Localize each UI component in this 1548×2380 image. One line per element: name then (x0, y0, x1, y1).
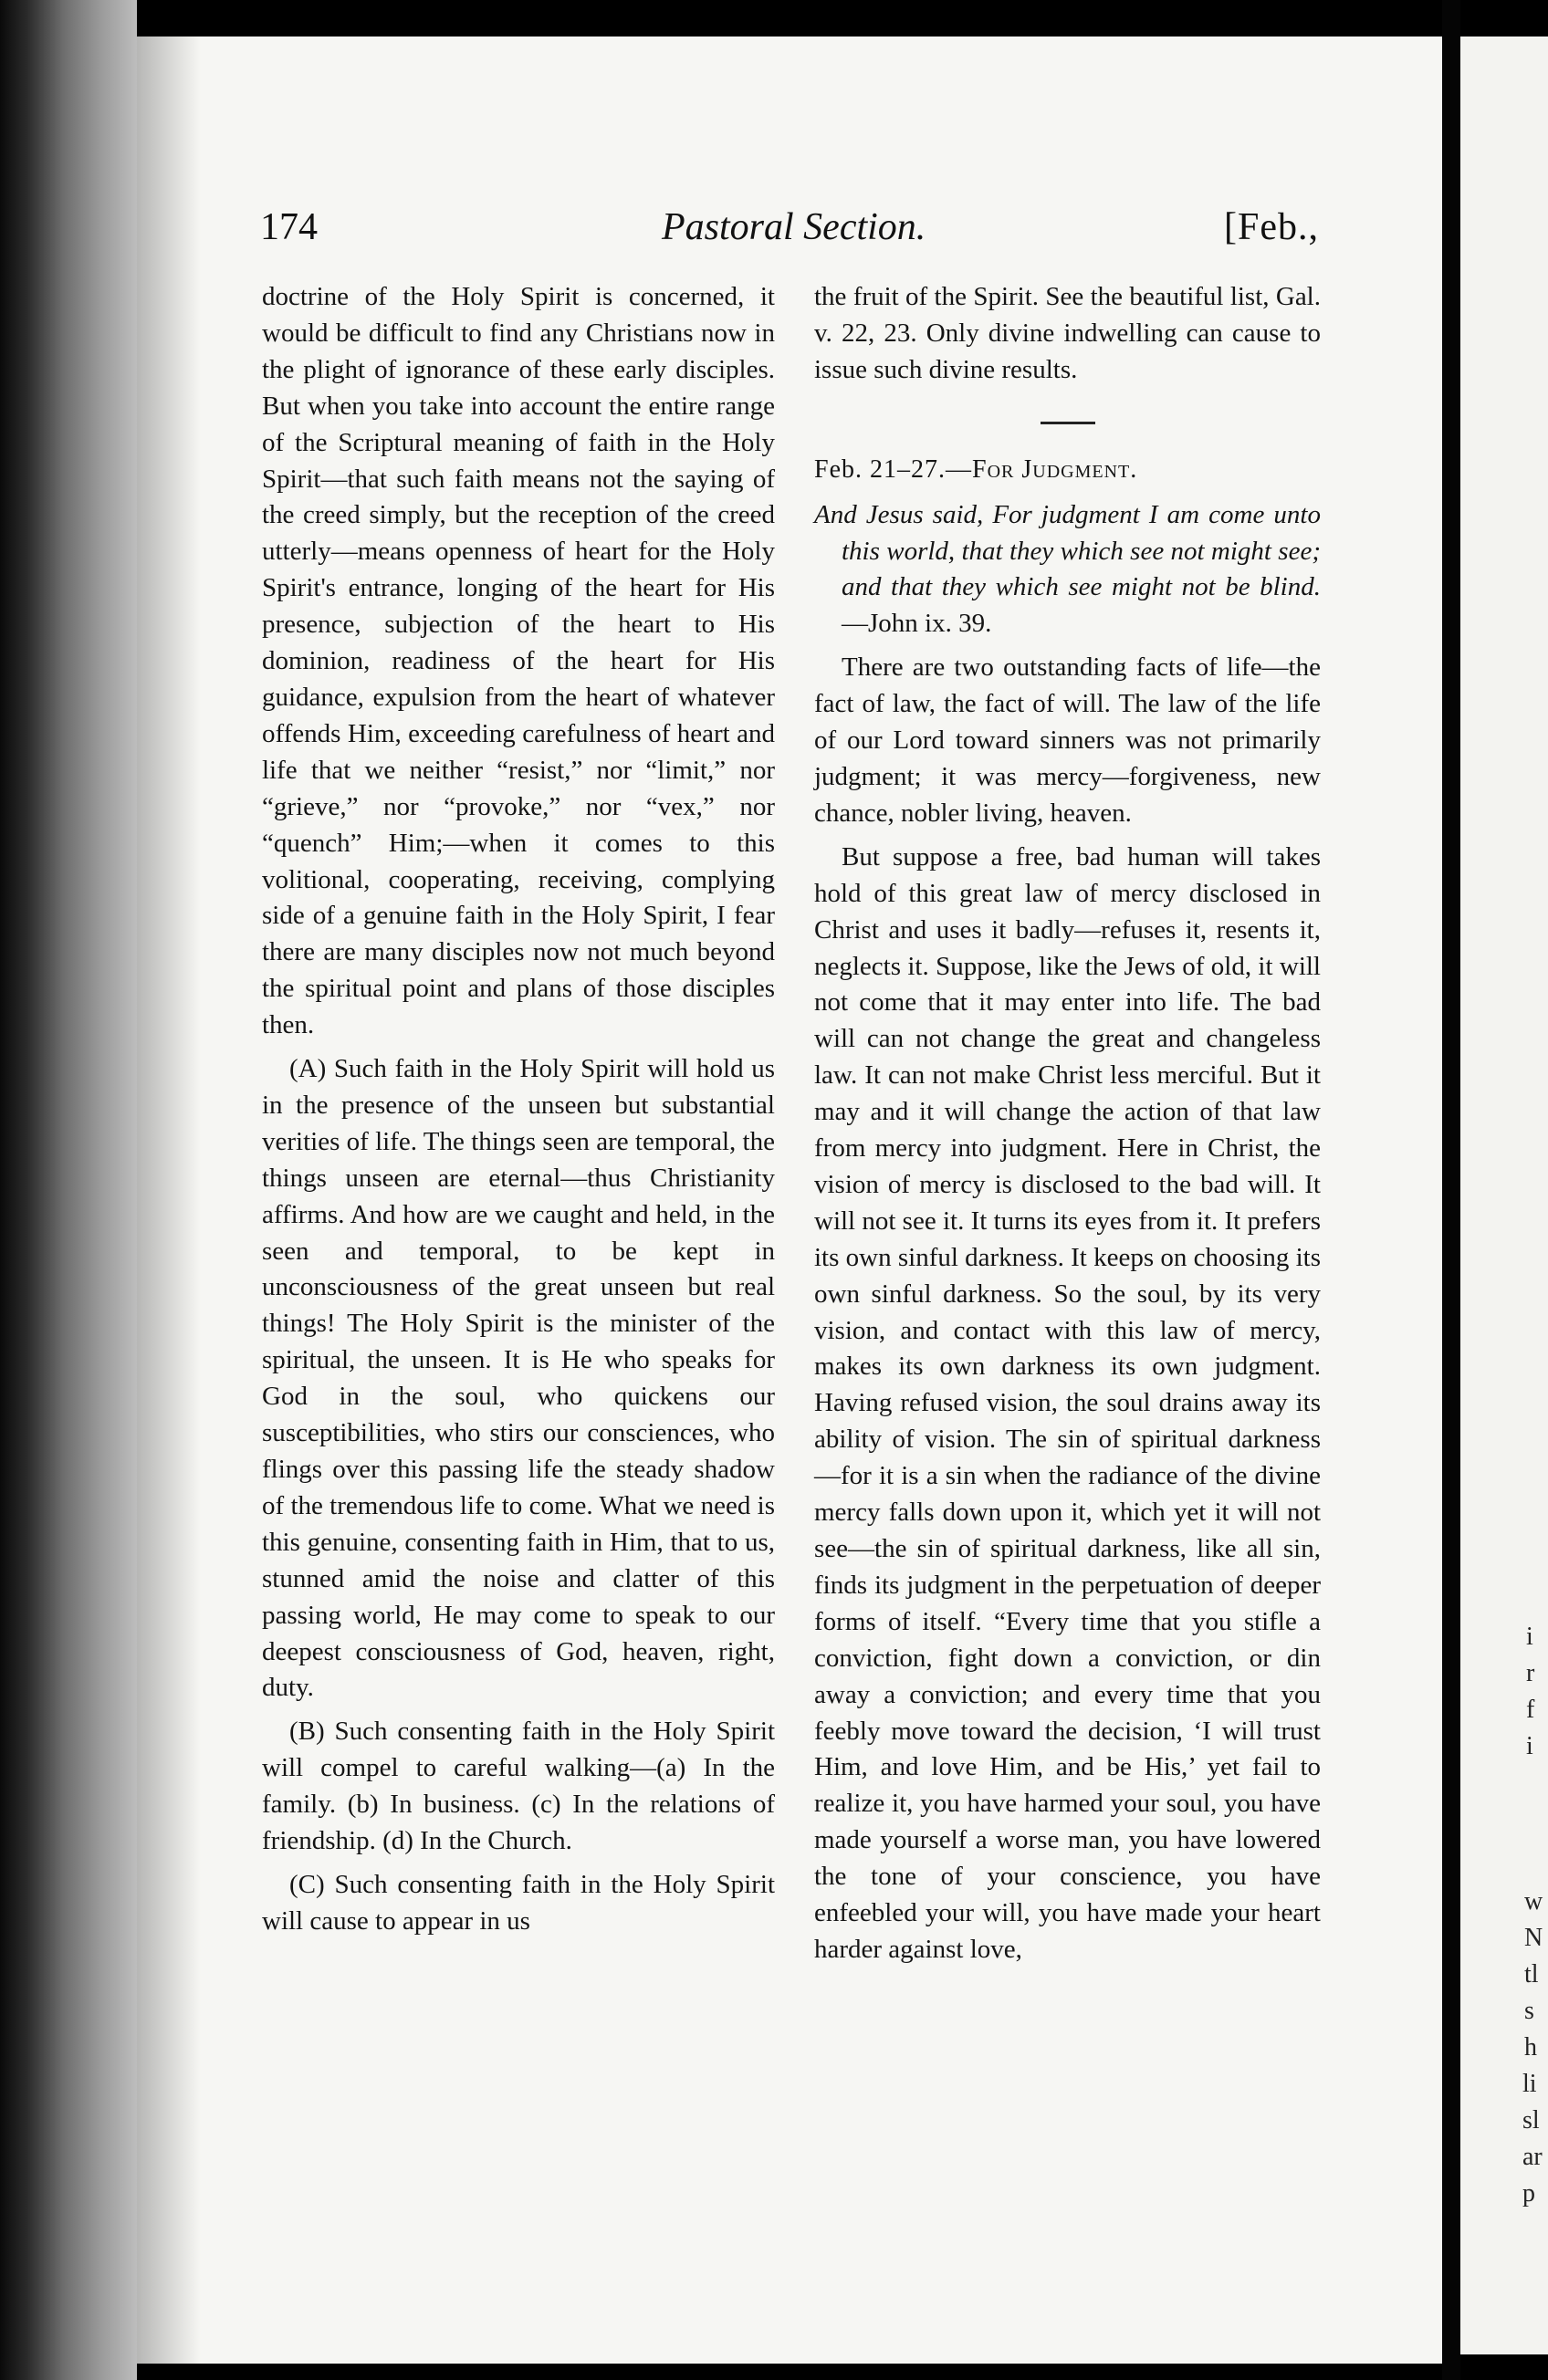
paragraph: (A) Such faith in the Holy Spirit will hold us in the presence of the unseen but substantial verities of life. The things seen are temporal, the things unseen are eternal—thus Christianity affirms. And how are we caught and held, in the seen and temporal, to be kept in unconsciousness of the great unseen but real things! The Holy Spirit is the minister of the spiritual, the unseen. It is He who speaks for God in the soul, who quickens our susceptibilities, who stirs our consciences, who flings over this passing life the steady shadow of the tremendous life to come. What we need is this genuine, consenting faith in Him, that to us, stunned amid the noise and clatter of this passing world, He may come to speak to our deepest consciousness of God, heaven, right, duty. (262, 1054, 775, 1703)
next-page-fragment: ar (1522, 2143, 1543, 2171)
next-page-fragment: i (1526, 1732, 1533, 1760)
running-header (260, 205, 1319, 260)
right-column (814, 279, 1321, 1968)
next-page-fragment: li (1522, 2070, 1537, 2098)
scripture-reference: —John ix. 39. (842, 609, 992, 639)
section-divider (1041, 422, 1095, 424)
heading-date: Feb. 21–27.— (814, 454, 972, 484)
header-month: [Feb., (1224, 206, 1319, 248)
paragraph: doctrine of the Holy Spirit is concerned, it would be difficult to find any Christians now in the plight of ignorance of these early disciples. But when you take into account the entire range of the Scriptural meaning of faith in the Holy Spirit—that such faith means not the saying of the creed simply, but the reception of the creed utterly—means openness of heart for the Holy Spirit's entrance, longing of the heart for His presence, subjection of the heart to His dominion, readiness of the heart for His guidance, expulsion from the heart of whatever offends Him, exceeding carefulness of heart and life that we neither “resist,” nor “limit,” nor “grieve,” nor “provoke,” nor “vex,” nor “quench” Him;—when it comes to this volitional, cooperating, receiving, complying side of a genuine faith in the Holy Spirit, I fear there are many disciples now not much beyond the spiritual point and plans of those disciples then. (262, 282, 775, 1040)
next-page-fragment: i (1526, 1623, 1533, 1651)
paragraph: (C) Such consenting faith in the Holy Spirit will cause to appear in us (262, 1869, 775, 1936)
running-title: Pastoral Section. (662, 206, 926, 248)
next-page-fragment: p (1522, 2179, 1535, 2208)
adjacent-page-edge (1460, 37, 1548, 2354)
page-gutter (1442, 0, 1460, 2380)
section-heading (814, 452, 1321, 488)
paragraph: But suppose a free, bad human will takes hold of this great law of mercy disclosed in Christ and uses it badly—refuses it, resents it, neglects it. Suppose, like the Jews of old, it will not come that it may enter into life. The bad will can not change the great and changeless law. It can not make Christ less merciful. But it may and it will change the action of that law from mercy into judgment. Here in Christ, the vision of mercy is disclosed to the bad will. It will not see it. It turns its eyes from it. It prefers its own sinful darkness. It keeps on choosing its own sinful darkness. So the soul, by its very vision, and contact with this law of mercy, makes its own darkness its own judgment. Having refused vision, the soul drains away its ability of vision. The sin of spiritual darkness—for it is a sin when the radiance of the divine mercy falls down upon it, which yet it will not see—the sin of spiritual darkness, like all sin, finds its judgment in the perpetuation of deeper forms of itself. “Every time that you stifle a conviction, fight down a conviction, or din away a conviction; and every time that you feebly move toward the decision, ‘I will trust Him, and love Him, and be His,’ yet fail to realize it, you have harmed your soul, you have made yourself a worse man, you have lowered the tone of your conscience, you have enfeebled your will, you have made your heart harder against love, (814, 841, 1321, 1964)
left-column (262, 279, 775, 1940)
next-page-fragment: w (1524, 1887, 1543, 1915)
next-page-fragment: f (1526, 1696, 1535, 1724)
paragraph: the fruit of the Spirit. See the beautiful list, Gal. v. 22, 23. Only divine indwelling can cause to issue such divine results. (814, 282, 1321, 384)
next-page-fragment: N (1524, 1924, 1543, 1952)
next-page-fragment: sl (1522, 2106, 1540, 2135)
book-edge-shadow (0, 0, 137, 2380)
paragraph: There are two outstanding facts of life—the fact of law, the fact of will. The law of the life of our Lord toward sinners was not primarily judgment; it was mercy—forgiveness, new chance, nobler living, heaven. (814, 652, 1321, 828)
page-binding-shadow (137, 37, 201, 2364)
scripture-quote (814, 497, 1321, 643)
scripture-text: And Jesus said, For judgment I am come unto this world, that they which see not might see; and that they which see might not be blind. (814, 499, 1321, 602)
heading-topic: For Judgment. (972, 454, 1138, 484)
page-number: 174 (260, 206, 318, 248)
paragraph: (B) Such consenting faith in the Holy Spirit will compel to careful walking—(a) In the family. (b) In business. (c) In the relations of friendship. (d) In the Church. (262, 1717, 775, 1856)
next-page-fragment: r (1526, 1659, 1535, 1687)
next-page-fragment: tl (1524, 1960, 1539, 1989)
next-page-fragment: s (1524, 1997, 1534, 2025)
next-page-fragment: h (1524, 2033, 1537, 2062)
